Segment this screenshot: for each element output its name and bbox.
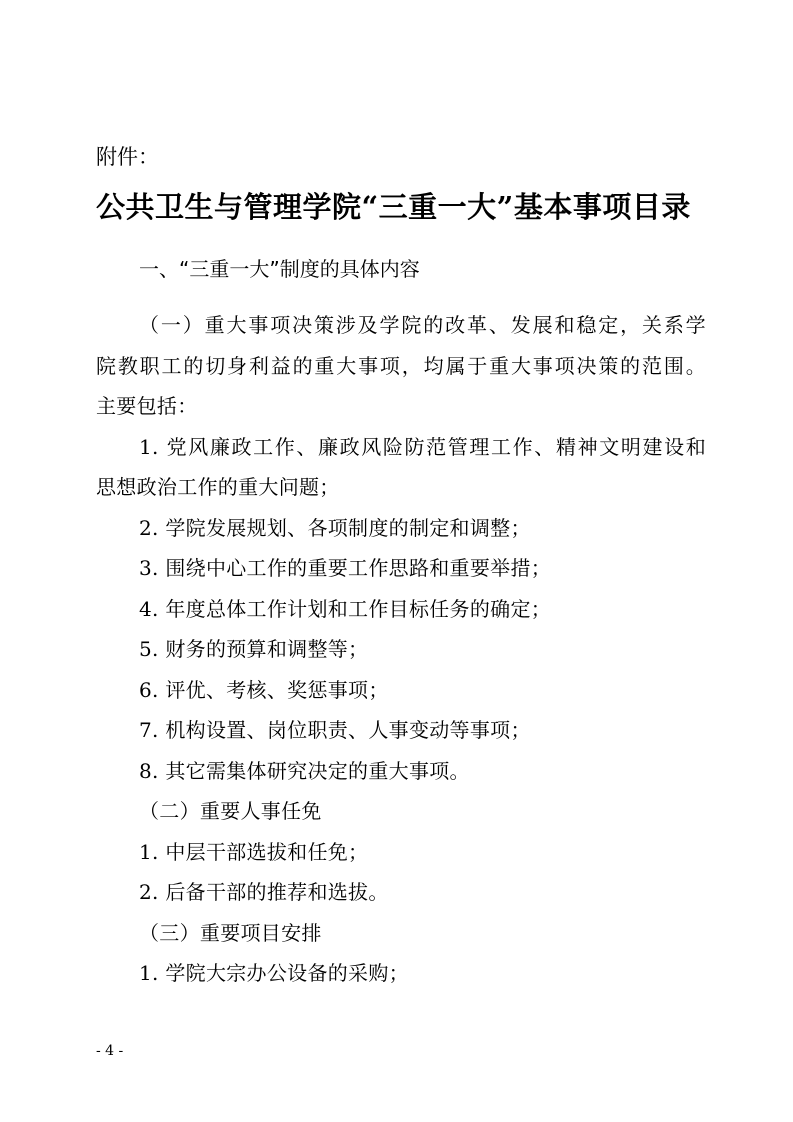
- body-line: 8. 其它需集体研究决定的重大事项。: [139, 758, 470, 783]
- section-heading: 一、“三重一大”制度的具体内容: [139, 257, 420, 281]
- body-line: 2. 后备干部的推荐和选拔。: [139, 880, 389, 904]
- body-line: 4. 年度总体工作计划和工作目标任务的确定；: [139, 596, 552, 621]
- attachment-label: 附件：: [96, 145, 159, 169]
- body-line: 1. 中层干部选拔和任免；: [139, 839, 369, 864]
- body-line: 5. 财务的预算和调整等；: [139, 637, 369, 661]
- body-line: 1. 党风廉政工作、廉政风险防范管理工作、精神文明建设和: [139, 434, 706, 459]
- body-line: 思想政治工作的重大问题；: [96, 475, 340, 499]
- body-line: 7. 机构设置、岗位职责、人事变动等事项；: [139, 718, 531, 742]
- document-title: 公共卫生与管理学院“三重一大”基本事项目录: [96, 190, 691, 224]
- document-body: [96, 305, 706, 994]
- body-line: （三）重要项目安排: [139, 920, 322, 945]
- body-line: 6. 评优、考核、奖惩事项；: [139, 677, 389, 702]
- body-line: （二）重要人事任免: [139, 799, 322, 823]
- body-line: 1. 学院大宗办公设备的采购；: [139, 961, 409, 985]
- body-line: 主要包括：: [96, 394, 198, 418]
- body-line: （一）重大事项决策涉及学院的改革、发展和稳定，关系学: [139, 313, 706, 337]
- body-line: 院教职工的切身利益的重大事项，均属于重大事项决策的范围。: [96, 353, 706, 378]
- body-line: 3. 围绕中心工作的重要工作思路和重要举措；: [139, 556, 552, 580]
- body-line: 2. 学院发展规划、各项制度的制定和调整；: [139, 515, 531, 540]
- page-number: - 4 -: [96, 1043, 124, 1059]
